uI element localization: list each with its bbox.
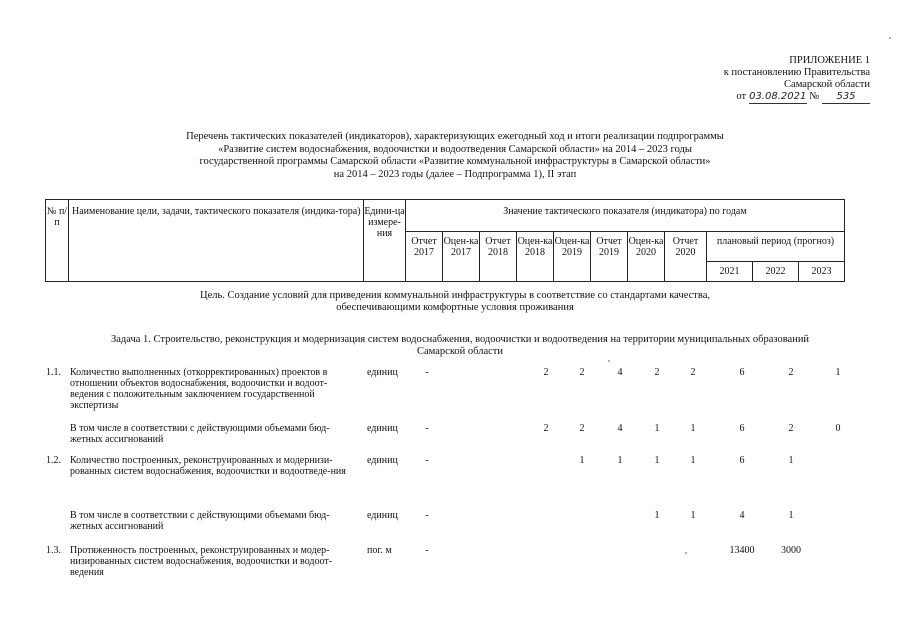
task-line-1: Задача 1. Строительство, реконструкция и модернизация систем водоснабжения, водоочистки и водоотведения на территории муниципальных образований xyxy=(110,334,810,345)
row-unit: единиц xyxy=(367,423,398,434)
title-line-1: Перечень тактических показателей (индикаторов), характеризующих ежегодный ход и итоги реализации подпрограммы xyxy=(186,131,724,142)
title-line-4: на 2014 – 2023 годы (далее – Подпрограмма 1), II этап xyxy=(333,168,577,180)
row-value: 1 xyxy=(579,455,585,466)
header-year-2021: 2021 xyxy=(707,262,753,282)
header-num: № п/п xyxy=(46,200,69,282)
task-line-2: Самарской области xyxy=(417,346,503,357)
row-value: 1 xyxy=(654,423,660,434)
header-col-8: Отчет 2020 xyxy=(665,232,707,282)
row-value: 6 xyxy=(739,423,745,434)
row-value: 0 xyxy=(835,423,841,434)
row-unit: единиц xyxy=(367,455,398,466)
row-value: 2 xyxy=(543,367,549,378)
row-value: 1 xyxy=(690,423,696,434)
header-col-7: Оцен-ка 2020 xyxy=(628,232,665,282)
row-value: 1 xyxy=(654,510,660,521)
row-value: 1 xyxy=(690,455,696,466)
row-value: 2 xyxy=(579,367,585,378)
header-col-6: Отчет 2019 xyxy=(591,232,628,282)
row-value: 1 xyxy=(617,455,623,466)
row-unit: пог. м xyxy=(367,545,392,556)
appendix-region: Самарской области xyxy=(784,79,870,90)
appendix-date-line xyxy=(700,91,870,104)
goal-line-1: Цель. Создание условий для приведения коммунальной инфраструктуры в соответствие со стандартами качества, xyxy=(200,290,710,301)
header-col-1: Отчет 2017 xyxy=(406,232,443,282)
row-value: 1 xyxy=(788,455,794,466)
appendix-title: ПРИЛОЖЕНИЕ 1 xyxy=(789,55,870,66)
row-value: 13400 xyxy=(729,545,755,556)
row-value: 2 xyxy=(579,423,585,434)
goal-line-2: обеспечивающими комфортные условия проживания xyxy=(336,302,574,313)
goal-heading xyxy=(160,290,750,314)
row-value: 2 xyxy=(788,367,794,378)
document-title xyxy=(150,131,760,181)
title-line-2: «Развитие систем водоснабжения, водоочистки и водоотведения Самарской области» на 2014 – 2023 годы xyxy=(218,143,692,155)
appendix-block xyxy=(700,55,870,104)
appendix-resolution: к постановлению Правительства xyxy=(723,67,870,78)
row-unit: единиц xyxy=(367,510,398,521)
header-planned-title: плановый период (прогноз) xyxy=(707,232,845,262)
row-unit: единиц xyxy=(367,367,398,378)
row-value: 4 xyxy=(617,423,623,434)
row-value: 2 xyxy=(543,423,549,434)
header-col-5: Оцен-ка 2019 xyxy=(554,232,591,282)
task-heading xyxy=(90,334,830,358)
header-year-2023: 2023 xyxy=(799,262,845,282)
handwritten-date: 03.08.2021 xyxy=(749,91,807,102)
row-value: 1 xyxy=(690,510,696,521)
row-value: - xyxy=(425,545,429,556)
row-value: - xyxy=(425,423,429,434)
header-col-4: Оцен-ка 2018 xyxy=(517,232,554,282)
row-value: 3000 xyxy=(781,545,801,556)
handwritten-number: 535 xyxy=(822,91,870,104)
header-name: Наименование цели, задачи, тактического показателя (индика-тора) xyxy=(69,200,364,282)
row-value: 2 xyxy=(690,367,696,378)
row-number: 1.2. xyxy=(46,455,61,466)
number-label: № xyxy=(809,91,820,102)
row-value: 2 xyxy=(654,367,660,378)
scan-speck xyxy=(685,552,687,554)
row-number: 1.1. xyxy=(46,367,61,378)
row-number: 1.3. xyxy=(46,545,61,556)
scan-speck xyxy=(608,360,610,362)
header-values-title: Значение тактического показателя (индикатора) по годам xyxy=(406,200,845,232)
title-line-3: государственной программы Самарской области «Развитие коммунальной инфраструктуры в Самарской области» xyxy=(199,156,711,167)
scan-speck xyxy=(889,37,891,39)
row-value: 1 xyxy=(835,367,841,378)
row-value: 1 xyxy=(654,455,660,466)
header-col-2: Оцен-ка 2017 xyxy=(443,232,480,282)
row-value: - xyxy=(425,367,429,378)
row-value: 4 xyxy=(739,510,745,521)
header-col-3: Отчет 2018 xyxy=(480,232,517,282)
header-year-2022: 2022 xyxy=(753,262,799,282)
from-label: от xyxy=(736,91,747,102)
row-value: 1 xyxy=(788,510,794,521)
row-value: - xyxy=(425,510,429,521)
row-indicator-name: В том числе в соответствии с действующими объемами бюд-жетных ассигнований xyxy=(70,423,330,445)
row-value: 4 xyxy=(617,367,623,378)
row-value: 2 xyxy=(788,423,794,434)
row-indicator-name: Количество построенных, реконструированных и модернизи-рованных систем водоснабжения, водоочистки и водоотведе-ния xyxy=(70,455,346,477)
header-unit: Едини-ца измере-ния xyxy=(364,200,406,282)
row-indicator-name: Количество выполненных (откорректированных) проектов в отношении объектов водоснабжения, водоочистки и водоот-ведения с положительным заключением государственной экспертизы xyxy=(70,367,328,411)
row-value: 6 xyxy=(739,367,745,378)
row-value: 6 xyxy=(739,455,745,466)
indicators-table-header xyxy=(45,199,845,282)
row-value: - xyxy=(425,455,429,466)
row-indicator-name: Протяженность построенных, реконструированных и модер-низированных систем водоснабжения, водоочистки и водоот-ведения xyxy=(70,545,333,578)
row-indicator-name: В том числе в соответствии с действующими объемами бюд-жетных ассигнований xyxy=(70,510,330,532)
